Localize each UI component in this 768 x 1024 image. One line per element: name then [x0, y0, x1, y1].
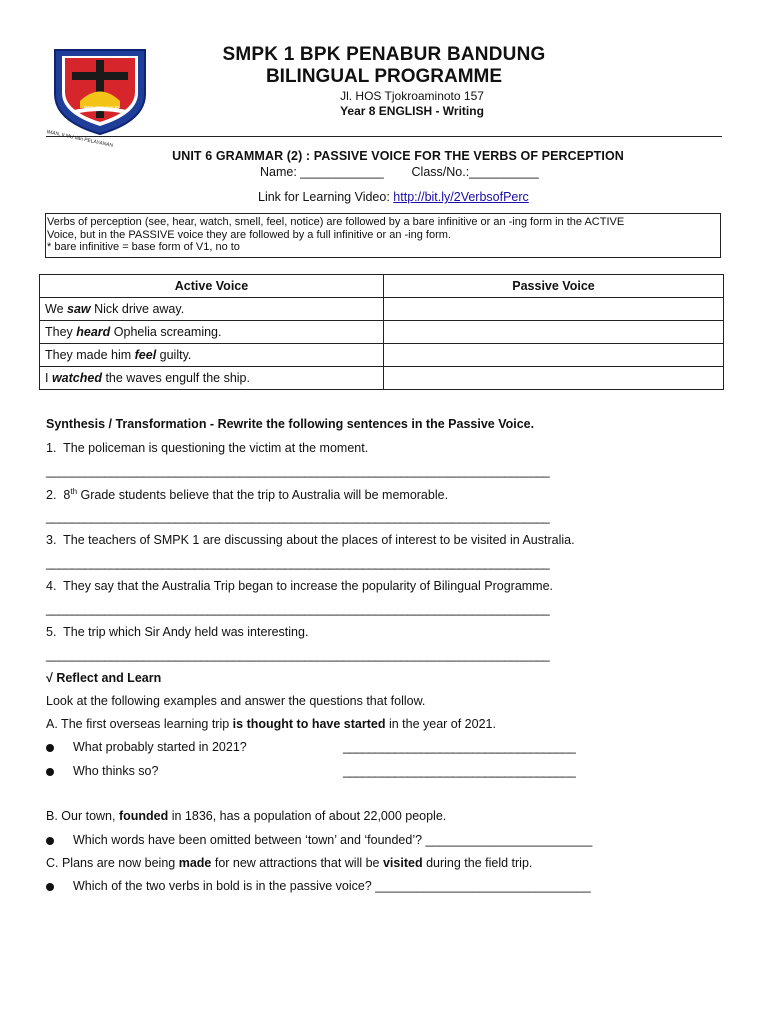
voice-table	[39, 274, 724, 390]
question-a2: Who thinks so?	[73, 764, 159, 778]
unit-title: UNIT 6 GRAMMAR (2) : PASSIVE VOICE FOR THE VERBS OF PERCEPTION	[172, 149, 624, 163]
class-field[interactable]: Class/No.:__________	[411, 165, 539, 179]
example-b: B. Our town, founded in 1836, has a population of about 22,000 people.	[46, 809, 447, 823]
note-line-3: * bare infinitive = base form of V1, no to	[47, 241, 240, 253]
answer-blank[interactable]: ____________________________________	[343, 764, 576, 778]
school-name: SMPK 1 BPK PENABUR BANDUNG	[222, 44, 546, 65]
question-2: 2. 8th Grade students believe that the trip to Australia will be memorable.	[46, 487, 449, 503]
reflect-title: √ Reflect and Learn	[46, 671, 162, 685]
video-link-line	[258, 190, 529, 204]
answer-blank[interactable]: ____________________________________	[343, 740, 576, 754]
table-row	[40, 367, 724, 390]
programme-name: BILINGUAL PROGRAMME	[265, 66, 503, 87]
passive-answer-cell[interactable]	[384, 298, 724, 321]
active-sentence: I watched the waves engulf the ship.	[40, 367, 384, 390]
answer-line[interactable]: ______________________________________________________________________________	[46, 510, 550, 524]
bullet	[46, 744, 54, 752]
answer-line[interactable]: ______________________________________________________________________________	[46, 602, 550, 616]
bullet	[46, 837, 54, 845]
question-1: 1. The policeman is questioning the victim at the moment.	[46, 441, 369, 455]
active-sentence: We saw Nick drive away.	[40, 298, 384, 321]
passive-answer-cell[interactable]	[384, 367, 724, 390]
logo-top-text: BPK PENABUR	[84, 106, 120, 112]
active-voice-header: Active Voice	[40, 275, 384, 298]
name-field[interactable]: Name: ____________	[260, 165, 384, 179]
synthesis-title: Synthesis / Transformation - Rewrite the following sentences in the Passive Voice.	[46, 417, 535, 431]
video-link-label: Link for Learning Video:	[258, 190, 390, 204]
active-sentence: They made him feel guilty.	[40, 344, 384, 367]
note-line-2: Voice, but in the PASSIVE voice they are followed by a full infinitive or an -ing form.	[47, 228, 451, 241]
table-row	[40, 298, 724, 321]
answer-line[interactable]: ______________________________________________________________________________	[46, 648, 550, 662]
video-link[interactable]: http://bit.ly/2VerbsofPerc	[393, 190, 529, 204]
answer-line[interactable]: ______________________________________________________________________________	[46, 464, 550, 478]
passive-voice-header: Passive Voice	[384, 275, 724, 298]
bullet	[46, 883, 54, 891]
question-a1: What probably started in 2021?	[73, 740, 247, 754]
table-row	[40, 321, 724, 344]
answer-line[interactable]: ______________________________________________________________________________	[46, 556, 550, 570]
question-c1: Which of the two verbs in bold is in the passive voice? _______________________________	[73, 879, 591, 893]
table-header-row	[40, 275, 724, 298]
reflect-intro: Look at the following examples and answer the questions that follow.	[46, 694, 426, 708]
school-address: Jl. HOS Tjokroaminoto 157	[340, 89, 484, 103]
passive-answer-cell[interactable]	[384, 344, 724, 367]
example-c: C. Plans are now being made for new attractions that will be visited during the field trip.	[46, 856, 533, 870]
subject-line: Year 8 ENGLISH - Writing	[340, 104, 484, 118]
grammar-note-box	[45, 213, 721, 258]
logo-bottom-text: IMAN, ILMU dan PELAYANAN	[46, 129, 114, 149]
header-divider	[46, 136, 722, 137]
example-a: A. The first overseas learning trip is thought to have started in the year of 2021.	[46, 717, 496, 731]
question-4: 4. They say that the Australia Trip began to increase the popularity of Bilingual Programme.	[46, 579, 554, 593]
note-line-1: Verbs of perception (see, hear, watch, smell, feel, notice) are followed by a bare infinitive or an -ing form in the ACTIVE	[47, 216, 625, 228]
table-row	[40, 344, 724, 367]
active-sentence: They heard Ophelia screaming.	[40, 321, 384, 344]
question-5: 5. The trip which Sir Andy held was interesting.	[46, 625, 309, 639]
question-b1: Which words have been omitted between ‘town’ and ‘founded’? ________________________	[73, 833, 593, 847]
bullet	[46, 768, 54, 776]
name-class-line	[260, 165, 539, 179]
question-3: 3. The teachers of SMPK 1 are discussing about the places of interest to be visited in Australia.	[46, 533, 575, 547]
passive-answer-cell[interactable]	[384, 321, 724, 344]
